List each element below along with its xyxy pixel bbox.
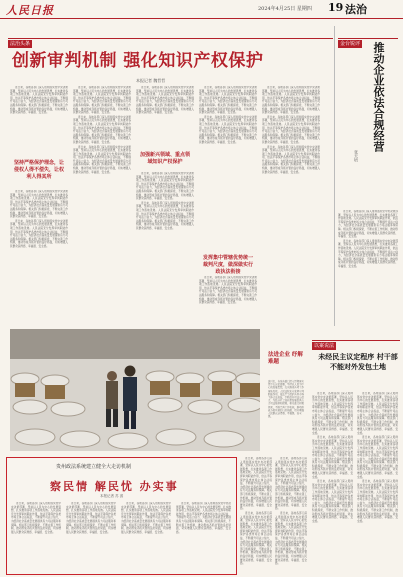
lead-column-1 [10, 86, 68, 156]
lead-column-3b-text: 连日来，各地各部门深入贯彻落实党中央决策部署，坚持以人民为中心的发展思想，扎实推进各项工作落地见效。人民法院充分发挥审判职能作用，依法平等保护各类市场主体合法权益，不断提升司法公信力，为经济社会高质量发展提供有力司法服务和保障。相关部门积极探索，不断完善工作机制，推动形成齐抓共管的良好局面，切实增强人民群众获得感、幸福感、安全感。 [136, 172, 194, 201]
column-body-text: 连日来，各地各部门深入贯彻落实党中央决策部署，坚持以人民为中心的发展思想，扎实推进各项工作落地见效。人民法院充分发挥审判职能作用，依法平等保护各类市场主体合法权益，不断提升司法公信力，为经济社会高质量发展提供有力司法服务和保障。相关部门积极探索，不断完善工作机制，推动形成齐抓共管的良好局面，切实增强人民群众获得感、幸福感、安全感。 [338, 210, 398, 239]
column-kicker-label: 金台锐评 [340, 41, 361, 47]
lead-column-2 [73, 86, 131, 326]
lead-column-4b [199, 276, 257, 326]
lead-column-2-text: 连日来，各地各部门深入贯彻落实党中央决策部署，坚持以人民为中心的发展思想，扎实推进各项工作落地见效。人民法院充分发挥审判职能作用，依法平等保护各类市场主体合法权益，不断提升司法公信力，为经济社会高质量发展提供有力司法服务和保障。相关部门积极探索，不断完善工作机制，推动形成齐抓共管的良好局面，切实增强人民群众获得感、幸福感、安全感。 [73, 86, 131, 115]
lead-subhead-3: 发挥集中管辖优势统一裁判尺度，做深做实行政执法衔接 [202, 255, 253, 275]
column-rule [338, 38, 398, 39]
middle-column-2-text-2: 连日来，各地各部门深入贯彻落实党中央决策部署，坚持以人民为中心的发展思想，扎实推进各项工作落地见效。人民法院充分发挥审判职能作用，依法平等保护各类市场主体合法权益，不断提升司法公信力，为经济社会高质量发展提供有力司法服务和保障。相关部门积极探索，不断完善工作机制，推动形成齐抓共管的良好局面，切实增强人民群众获得感、幸福感、安全感。 [275, 511, 307, 566]
middle-column-2 [275, 457, 307, 571]
column-kicker [338, 30, 362, 49]
case-column-1-text: 连日来，各地各部门深入贯彻落实党中央决策部署，坚持以人民为中心的发展思想，扎实推进各项工作落地见效。人民法院充分发挥审判职能作用，依法平等保护各类市场主体合法权益，不断提升司法公信力，为经济社会高质量发展提供有力司法服务和保障。相关部门积极探索，不断完善工作机制，推动形成齐抓共管的良好局面，切实增强人民群众获得感、幸福感、安全感。 [312, 392, 353, 435]
case-column-1-text-3: 连日来，各地各部门深入贯彻落实党中央决策部署，坚持以人民为中心的发展思想，扎实推进各项工作落地见效。人民法院充分发挥审判职能作用，依法平等保护各类市场主体合法权益，不断提升司法公信力，为经济社会高质量发展提供有力司法服务和保障。相关部门积极探索，不断完善工作机制，推动形成齐抓共管的良好局面，切实增强人民群众获得感、幸福感、安全感。 [312, 480, 353, 523]
lead-kicker-label: 法治头条 [10, 41, 31, 47]
newspaper-logo: 人民日报 [6, 4, 54, 17]
middle-column-1-text-2: 连日来，各地各部门深入贯彻落实党中央决策部署，坚持以人民为中心的发展思想，扎实推进各项工作落地见效。人民法院充分发挥审判职能作用，依法平等保护各类市场主体合法权益，不断提升司法公信力，为经济社会高质量发展提供有力司法服务和保障。相关部门积极探索，不断完善工作机制，推动形成齐抓共管的良好局面，切实增强人民群众获得感、幸福感、安全感。 [240, 511, 272, 566]
feature-kicker: 贵州政法系统建立健全大走访机制 [56, 464, 132, 470]
column-author: 张天培 [354, 150, 359, 162]
lead-column-4 [199, 86, 257, 251]
section-name: 法治 [345, 3, 367, 16]
feature-column-4-text: 连日来，各地各部门深入贯彻落实党中央决策部署，坚持以人民为中心的发展思想，扎实推进各项工作落地见效。人民法院充分发挥审判职能作用，依法平等保护各类市场主体合法权益，不断提升司法公信力，为经济社会高质量发展提供有力司法服务和保障。相关部门积极探索，不断完善工作机制，推动形成齐抓共管的良好局面，切实增强人民群众获得感、幸福感、安全感。 [176, 502, 231, 534]
lead-column-5 [262, 86, 320, 326]
feature-column-3 [121, 502, 171, 570]
feature-column-2-text: 连日来，各地各部门深入贯彻落实党中央决策部署，坚持以人民为中心的发展思想，扎实推进各项工作落地见效。人民法院充分发挥审判职能作用，依法平等保护各类市场主体合法权益，不断提升司法公信力，为经济社会高质量发展提供有力司法服务和保障。相关部门积极探索，不断完善工作机制，推动形成齐抓共管的良好局面，切实增强人民群众获得感、幸福感、安全感。 [66, 502, 116, 534]
column-title: 推动企业依法合规经营 [372, 42, 385, 152]
lead-column-4-text: 连日来，各地各部门深入贯彻落实党中央决策部署，坚持以人民为中心的发展思想，扎实推进各项工作落地见效。人民法院充分发挥审判职能作用，依法平等保护各类市场主体合法权益，不断提升司法公信力，为经济社会高质量发展提供有力司法服务和保障。相关部门积极探索，不断完善工作机制，推动形成齐抓共管的良好局面，切实增强人民群众获得感、幸福感、安全感。 [199, 86, 257, 115]
case-column-2-text: 连日来，各地各部门深入贯彻落实党中央决策部署，坚持以人民为中心的发展思想，扎实推进各项工作落地见效。人民法院充分发挥审判职能作用，依法平等保护各类市场主体合法权益，不断提升司法公信力，为经济社会高质量发展提供有力司法服务和保障。相关部门积极探索，不断完善工作机制，推动形成齐抓共管的良好局面，切实增强人民群众获得感、幸福感、安全感。 [357, 392, 398, 435]
issue-date: 2024年4月25日 星期四 [258, 6, 312, 12]
lead-subhead-2: 加强新兴领域、重点领域知识产权保护 [139, 152, 190, 165]
photo-caption: 法进企业 纾解难题 [268, 352, 303, 365]
page-number: 19 [328, 1, 344, 14]
middle-column-1-text: 连日来，各地各部门深入贯彻落实党中央决策部署，坚持以人民为中心的发展思想，扎实推进各项工作落地见效。人民法院充分发挥审判职能作用，依法平等保护各类市场主体合法权益，不断提升司法公信力，为经济社会高质量发展提供有力司法服务和保障。相关部门积极探索，不断完善工作机制，推动形成齐抓共管的良好局面，切实增强人民群众获得感、幸福感、安全感。 [240, 457, 272, 511]
winery-photo-illustration [10, 329, 260, 451]
case-title: 未经民主议定程序 村干部不能对外发包土地 [318, 352, 398, 371]
lead-column-3b-text-2: 连日来，各地各部门深入贯彻落实党中央决策部署，坚持以人民为中心的发展思想，扎实推进各项工作落地见效。人民法院充分发挥审判职能作用，依法平等保护各类市场主体合法权益，不断提升司法公信力，为经济社会高质量发展提供有力司法服务和保障。相关部门积极探索，不断完善工作机制，推动形成齐抓共管的良好局面，切实增强人民群众获得感、幸福感、安全感。 [136, 201, 194, 230]
feature-column-2 [66, 502, 116, 570]
case-column-1-text-2: 连日来，各地各部门深入贯彻落实党中央决策部署，坚持以人民为中心的发展思想，扎实推进各项工作落地见效。人民法院充分发挥审判职能作用，依法平等保护各类市场主体合法权益，不断提升司法公信力，为经济社会高质量发展提供有力司法服务和保障。相关部门积极探索，不断完善工作机制，推动形成齐抓共管的良好局面，切实增强人民群众获得感、幸福感、安全感。 [312, 436, 353, 479]
feature-byline: 本报记者 苏 滨 [100, 494, 124, 498]
column-body [338, 210, 398, 326]
lead-column-5-text-3: 连日来，各地各部门深入贯彻落实党中央决策部署，坚持以人民为中心的发展思想，扎实推进各项工作落地见效。人民法院充分发挥审判职能作用，依法平等保护各类市场主体合法权益，不断提升司法公信力，为经济社会高质量发展提供有力司法服务和保障。相关部门积极探索，不断完善工作机制，推动形成齐抓共管的良好局面，切实增强人民群众获得感、幸福感、安全感。 [262, 145, 320, 174]
lead-column-4b-text: 连日来，各地各部门深入贯彻落实党中央决策部署，坚持以人民为中心的发展思想，扎实推进各项工作落地见效。人民法院充分发挥审判职能作用，依法平等保护各类市场主体合法权益，不断提升司法公信力，为经济社会高质量发展提供有力司法服务和保障。相关部门积极探索，不断完善工作机制，推动形成齐抓共管的良好局面，切实增强人民群众获得感、幸福感、安全感。 [199, 276, 257, 305]
feature-title: 察民情 解民忧 办实事 [50, 480, 179, 493]
case-column-2-text-2: 连日来，各地各部门深入贯彻落实党中央决策部署，坚持以人民为中心的发展思想，扎实推进各项工作落地见效。人民法院充分发挥审判职能作用，依法平等保护各类市场主体合法权益，不断提升司法公信力，为经济社会高质量发展提供有力司法服务和保障。相关部门积极探索，不断完善工作机制，推动形成齐抓共管的良好局面，切实增强人民群众获得感、幸福感、安全感。 [357, 436, 398, 479]
middle-column-1 [240, 457, 272, 571]
column-body-text-2: 连日来，各地各部门深入贯彻落实党中央决策部署，坚持以人民为中心的发展思想，扎实推进各项工作落地见效。人民法院充分发挥审判职能作用，依法平等保护各类市场主体合法权益，不断提升司法公信力，为经济社会高质量发展提供有力司法服务和保障。相关部门积极探索，不断完善工作机制，推动形成齐抓共管的良好局面，切实增强人民群众获得感、幸福感、安全感。 [338, 239, 398, 268]
lead-column-1b-text: 连日来，各地各部门深入贯彻落实党中央决策部署，坚持以人民为中心的发展思想，扎实推进各项工作落地见效。人民法院充分发挥审判职能作用，依法平等保护各类市场主体合法权益，不断提升司法公信力，为经济社会高质量发展提供有力司法服务和保障。相关部门积极探索，不断完善工作机制，推动形成齐抓共管的良好局面，切实增强人民群众获得感、幸福感、安全感。 [10, 190, 68, 219]
feature-column-1 [11, 502, 61, 570]
feature-column-3-text: 连日来，各地各部门深入贯彻落实党中央决策部署，坚持以人民为中心的发展思想，扎实推进各项工作落地见效。人民法院充分发挥审判职能作用，依法平等保护各类市场主体合法权益，不断提升司法公信力，为经济社会高质量发展提供有力司法服务和保障。相关部门积极探索，不断完善工作机制，推动形成齐抓共管的良好局面，切实增强人民群众获得感、幸福感、安全感。 [121, 502, 171, 534]
middle-column-2-text: 连日来，各地各部门深入贯彻落实党中央决策部署，坚持以人民为中心的发展思想，扎实推进各项工作落地见效。人民法院充分发挥审判职能作用，依法平等保护各类市场主体合法权益，不断提升司法公信力，为经济社会高质量发展提供有力司法服务和保障。相关部门积极探索，不断完善工作机制，推动形成齐抓共管的良好局面，切实增强人民群众获得感、幸福感、安全感。 [275, 457, 307, 511]
lead-column-1-text: 连日来，各地各部门深入贯彻落实党中央决策部署，坚持以人民为中心的发展思想，扎实推进各项工作落地见效。人民法院充分发挥审判职能作用，依法平等保护各类市场主体合法权益，不断提升司法公信力，为经济社会高质量发展提供有力司法服务和保障。相关部门积极探索，不断完善工作机制，推动形成齐抓共管的良好局面，切实增强人民群众获得感、幸福感、安全感。 [10, 86, 68, 115]
case-rule [312, 340, 400, 341]
lead-column-2-text-3: 连日来，各地各部门深入贯彻落实党中央决策部署，坚持以人民为中心的发展思想，扎实推进各项工作落地见效。人民法院充分发挥审判职能作用，依法平等保护各类市场主体合法权益，不断提升司法公信力，为经济社会高质量发展提供有力司法服务和保障。相关部门积极探索，不断完善工作机制，推动形成齐抓共管的良好局面，切实增强人民群众获得感、幸福感、安全感。 [73, 145, 131, 174]
lead-column-5-text-2: 连日来，各地各部门深入贯彻落实党中央决策部署，坚持以人民为中心的发展思想，扎实推进各项工作落地见效。人民法院充分发挥审判职能作用，依法平等保护各类市场主体合法权益，不断提升司法公信力，为经济社会高质量发展提供有力司法服务和保障。相关部门积极探索，不断完善工作机制，推动形成齐抓共管的良好局面，切实增强人民群众获得感、幸福感、安全感。 [262, 115, 320, 144]
photo-caption-text: 连日来，各地各部门深入贯彻落实党中央决策部署，坚持以人民为中心的发展思想，扎实推进各项工作落地见效。人民法院充分发挥审判职能作用，依法平等保护各类市场主体合法权益，不断提升司法公信力，为经济社会高质量发展提供有力司法服务和保障。相关部门积极探索，不断完善工作机制，推动形成齐抓共管的良好局面，切实增强人民群众获得感、幸福感、安全感。 [268, 380, 304, 419]
lead-column-5-text: 连日来，各地各部门深入贯彻落实党中央决策部署，坚持以人民为中心的发展思想，扎实推进各项工作落地见效。人民法院充分发挥审判职能作用，依法平等保护各类市场主体合法权益，不断提升司法公信力，为经济社会高质量发展提供有力司法服务和保障。相关部门积极探索，不断完善工作机制，推动形成齐抓共管的良好局面，切实增强人民群众获得感、幸福感、安全感。 [262, 86, 320, 115]
lead-column-3b [136, 172, 194, 326]
lead-byline: 本报记者 魏哲哲 [136, 78, 166, 83]
case-column-2-text-3: 连日来，各地各部门深入贯彻落实党中央决策部署，坚持以人民为中心的发展思想，扎实推进各项工作落地见效。人民法院充分发挥审判职能作用，依法平等保护各类市场主体合法权益，不断提升司法公信力，为经济社会高质量发展提供有力司法服务和保障。相关部门积极探索，不断完善工作机制，推动形成齐抓共管的良好局面，切实增强人民群众获得感、幸福感、安全感。 [357, 480, 398, 523]
lead-column-1b [10, 190, 68, 326]
lead-column-3 [136, 86, 194, 146]
lead-subhead-1: 坚持严格保护理念，让侵权人得不偿失，让权利人得其所 [13, 160, 64, 180]
lead-column-3-text: 连日来，各地各部门深入贯彻落实党中央决策部署，坚持以人民为中心的发展思想，扎实推进各项工作落地见效。人民法院充分发挥审判职能作用，依法平等保护各类市场主体合法权益，不断提升司法公信力，为经济社会高质量发展提供有力司法服务和保障。相关部门积极探索，不断完善工作机制，推动形成齐抓共管的良好局面，切实增强人民群众获得感、幸福感、安全感。 [136, 86, 194, 115]
lead-rule [8, 38, 333, 39]
case-column-2 [357, 392, 398, 570]
case-kicker [312, 332, 336, 351]
case-column-1 [312, 392, 353, 570]
feature-column-1-text: 连日来，各地各部门深入贯彻落实党中央决策部署，坚持以人民为中心的发展思想，扎实推进各项工作落地见效。人民法院充分发挥审判职能作用，依法平等保护各类市场主体合法权益，不断提升司法公信力，为经济社会高质量发展提供有力司法服务和保障。相关部门积极探索，不断完善工作机制，推动形成齐抓共管的良好局面，切实增强人民群众获得感、幸福感、安全感。 [11, 502, 61, 534]
feature-column-4 [176, 502, 231, 570]
column-divider [334, 26, 335, 326]
news-photo [10, 329, 260, 451]
lead-column-1b-text-2: 连日来，各地各部门深入贯彻落实党中央决策部署，坚持以人民为中心的发展思想，扎实推进各项工作落地见效。人民法院充分发挥审判职能作用，依法平等保护各类市场主体合法权益，不断提升司法公信力，为经济社会高质量发展提供有力司法服务和保障。相关部门积极探索，不断完善工作机制，推动形成齐抓共管的良好局面，切实增强人民群众获得感、幸福感、安全感。 [10, 219, 68, 248]
lead-column-4-text-2: 连日来，各地各部门深入贯彻落实党中央决策部署，坚持以人民为中心的发展思想，扎实推进各项工作落地见效。人民法院充分发挥审判职能作用，依法平等保护各类市场主体合法权益，不断提升司法公信力，为经济社会高质量发展提供有力司法服务和保障。相关部门积极探索，不断完善工作机制，推动形成齐抓共管的良好局面，切实增强人民群众获得感、幸福感、安全感。 [199, 115, 257, 144]
case-kicker-label: 以案说法 [314, 343, 335, 349]
lead-headline: 创新审判机制 强化知识产权保护 [12, 51, 264, 71]
lead-column-2-text-2: 连日来，各地各部门深入贯彻落实党中央决策部署，坚持以人民为中心的发展思想，扎实推进各项工作落地见效。人民法院充分发挥审判职能作用，依法平等保护各类市场主体合法权益，不断提升司法公信力，为经济社会高质量发展提供有力司法服务和保障。相关部门积极探索，不断完善工作机制，推动形成齐抓共管的良好局面，切实增强人民群众获得感、幸福感、安全感。 [73, 115, 131, 144]
